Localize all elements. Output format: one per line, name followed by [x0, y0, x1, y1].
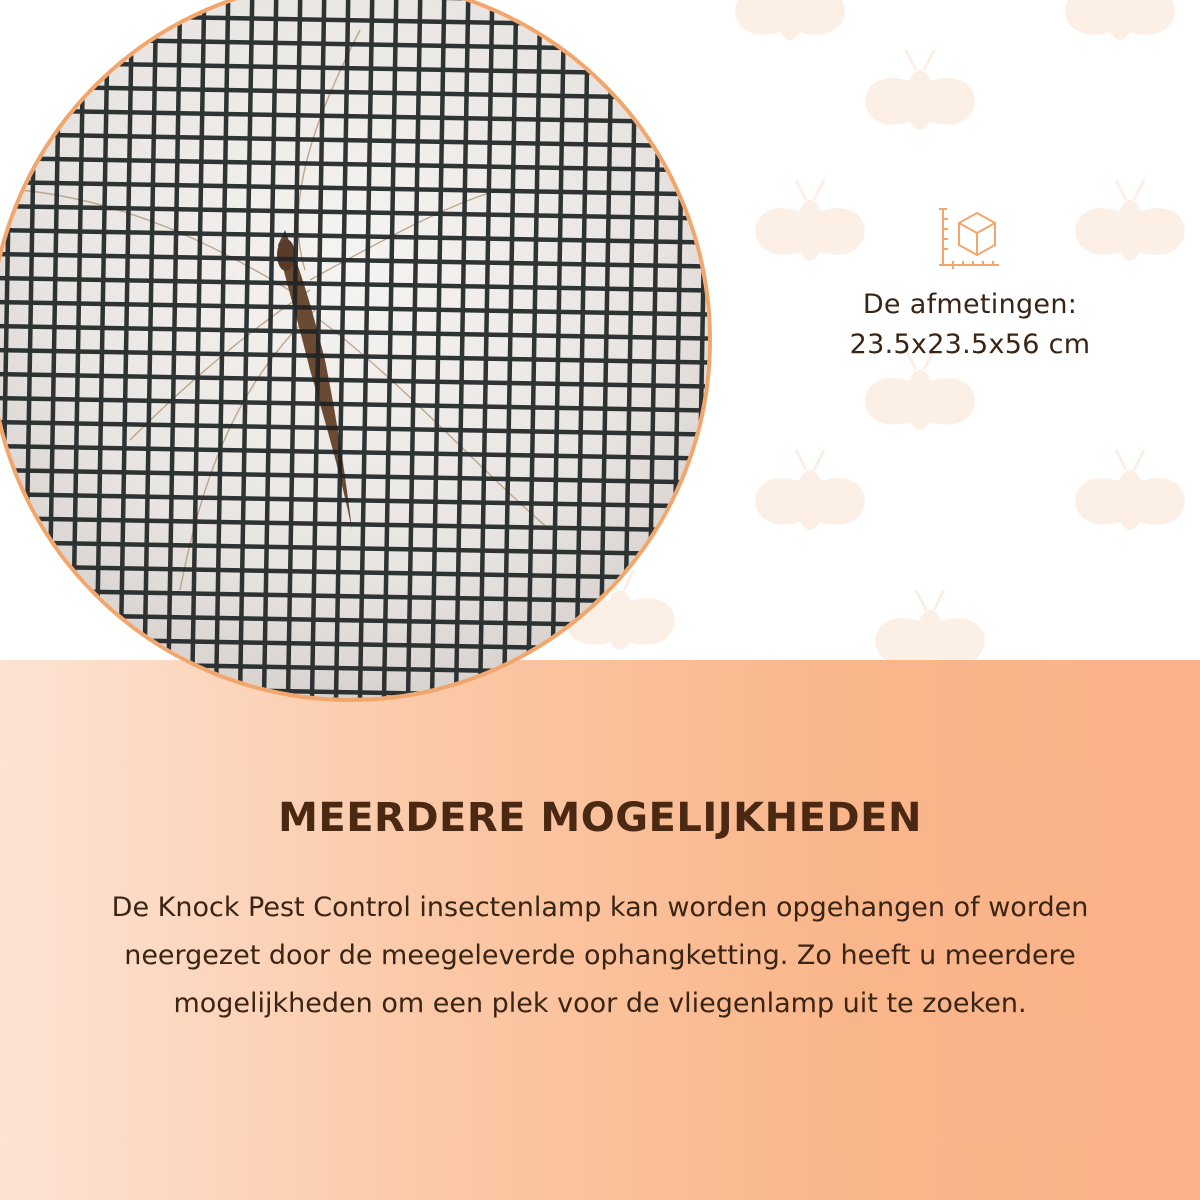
section-headline: MEERDERE MOGELIJKHEDEN [278, 795, 922, 841]
ruler-cube-icon [937, 205, 1003, 271]
mosquito-net-photo [0, 0, 720, 710]
dimensions-value: 23.5x23.5x56 cm [849, 329, 1091, 360]
dimensions-info [820, 205, 1120, 365]
dimensions-label: De afmetingen: [862, 289, 1078, 320]
description-text: De Knock Pest Control insectenlamp kan worden opgehangen of worden neergezet door de meegeleverde ophangketting. Zo heeft u meerdere mogelijkheden om een plek voor de vliegenlamp uit te zoeken. [111, 892, 1089, 1019]
